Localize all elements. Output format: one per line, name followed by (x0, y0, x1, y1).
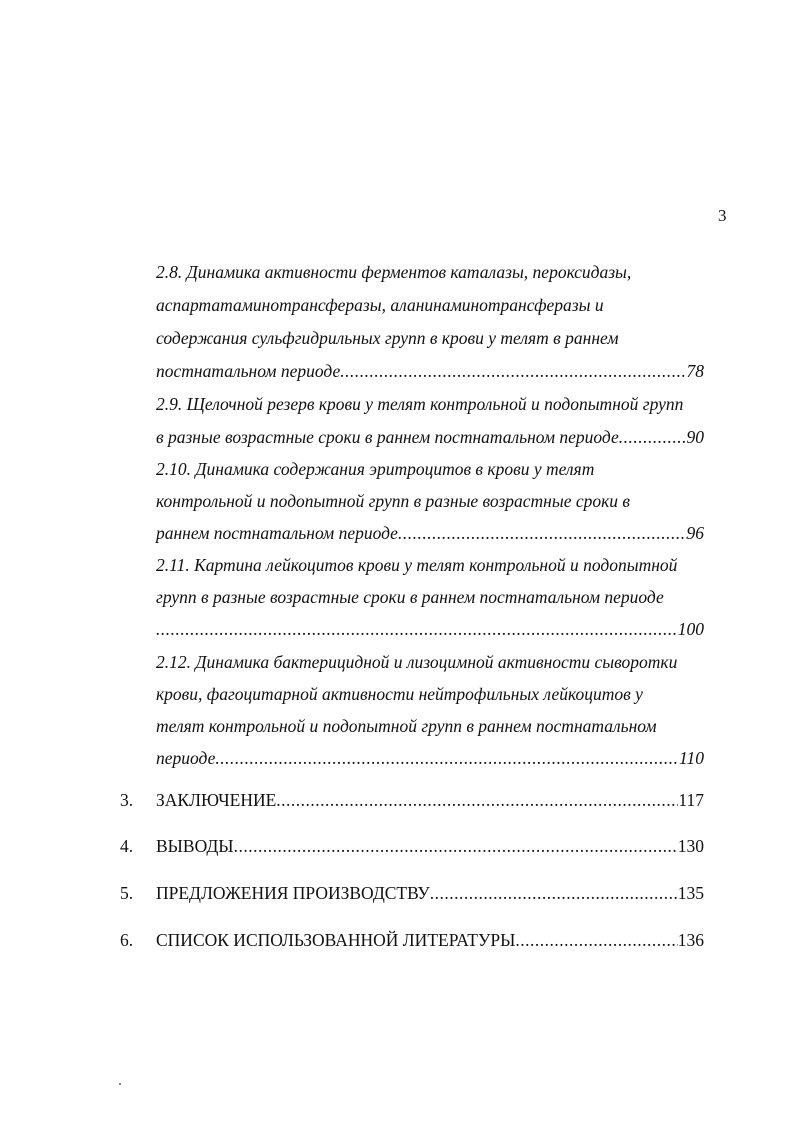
chapter-title: ПРЕДЛОЖЕНИЯ ПРОИЗВОДСТВУ (156, 883, 430, 903)
toc-page-number: 135 (677, 883, 704, 903)
chapter-number: 4. (120, 836, 134, 856)
dot-leader (215, 747, 679, 769)
toc-entry-2-12[interactable] (156, 747, 704, 769)
toc-page-number: 117 (678, 790, 704, 810)
toc-line: телят контрольной и подопытной групп в раннем постнатальном (156, 716, 657, 736)
chapter-title: ЗАКЛЮЧЕНИЕ (156, 790, 277, 810)
toc-page-number: 90 (686, 427, 704, 447)
toc-page-number: 100 (677, 619, 704, 639)
toc-entry-text: постнатальном периоде (156, 361, 341, 381)
toc-page-number: 96 (686, 523, 704, 543)
chapter-number: 3. (120, 790, 134, 810)
toc-line: 2.12. Динамика бактерицидной и лизоцимной активности сыворотки (156, 652, 678, 672)
toc-entry-text: раннем постнатальном периоде (156, 523, 398, 543)
toc-page-number: 136 (677, 930, 704, 950)
dot-leader (430, 882, 678, 904)
dot-leader (234, 835, 678, 857)
toc-chapter-4[interactable] (156, 835, 704, 857)
dot-leader (515, 929, 677, 951)
page-number: 3 (718, 206, 727, 225)
chapter-title: ВЫВОДЫ (156, 836, 234, 856)
toc-chapter-6[interactable] (156, 929, 704, 951)
toc-page-number: 78 (686, 361, 704, 381)
toc-page-number: 130 (677, 836, 704, 856)
toc-entry-2-11[interactable] (156, 618, 704, 640)
toc-chapter-5[interactable] (156, 882, 704, 904)
toc-line: крови, фагоцитарной активности нейтрофильных лейкоцитов у (156, 684, 643, 704)
toc-entry-2-9[interactable] (156, 426, 704, 448)
chapter-number: 5. (120, 883, 134, 903)
toc-line: 2.11. Картина лейкоцитов крови у телят контрольной и подопытной (156, 555, 678, 575)
dot-leader (156, 618, 678, 640)
toc-entry-2-10[interactable] (156, 522, 704, 544)
dot-leader (276, 789, 678, 811)
dot-leader (619, 426, 687, 448)
toc-line: содержания сульфгидрильных групп в крови у телят в раннем (156, 328, 619, 348)
toc-page-number: 110 (679, 748, 704, 768)
toc-entry-text: в разные возрастные сроки в раннем постнатальном периоде (156, 427, 619, 447)
toc-line: 2.10. Динамика содержания эритроцитов в крови у телят (156, 459, 595, 479)
scan-speck (119, 1083, 121, 1085)
chapter-title: СПИСОК ИСПОЛЬЗОВАННОЙ ЛИТЕРАТУРЫ (156, 930, 516, 950)
toc-line: 2.9. Щелочной резерв крови у телят контрольной и подопытной групп (156, 394, 684, 414)
toc-chapter-3[interactable] (156, 789, 704, 811)
toc-entry-text: периоде (156, 748, 216, 768)
toc-line: 2.8. Динамика активности ферментов каталазы, пероксидазы, (156, 262, 632, 282)
toc-line: групп в разные возрастные сроки в раннем постнатальном периоде (156, 587, 664, 607)
chapter-number: 6. (120, 930, 134, 950)
toc-entry-2-8[interactable] (156, 360, 704, 382)
toc-line: аспартатаминотрансферазы, аланинаминотрансферазы и (156, 295, 604, 315)
dot-leader (340, 360, 686, 382)
toc-line: контрольной и подопытной групп в разные возрастные сроки в (156, 491, 631, 511)
dot-leader (398, 522, 687, 544)
